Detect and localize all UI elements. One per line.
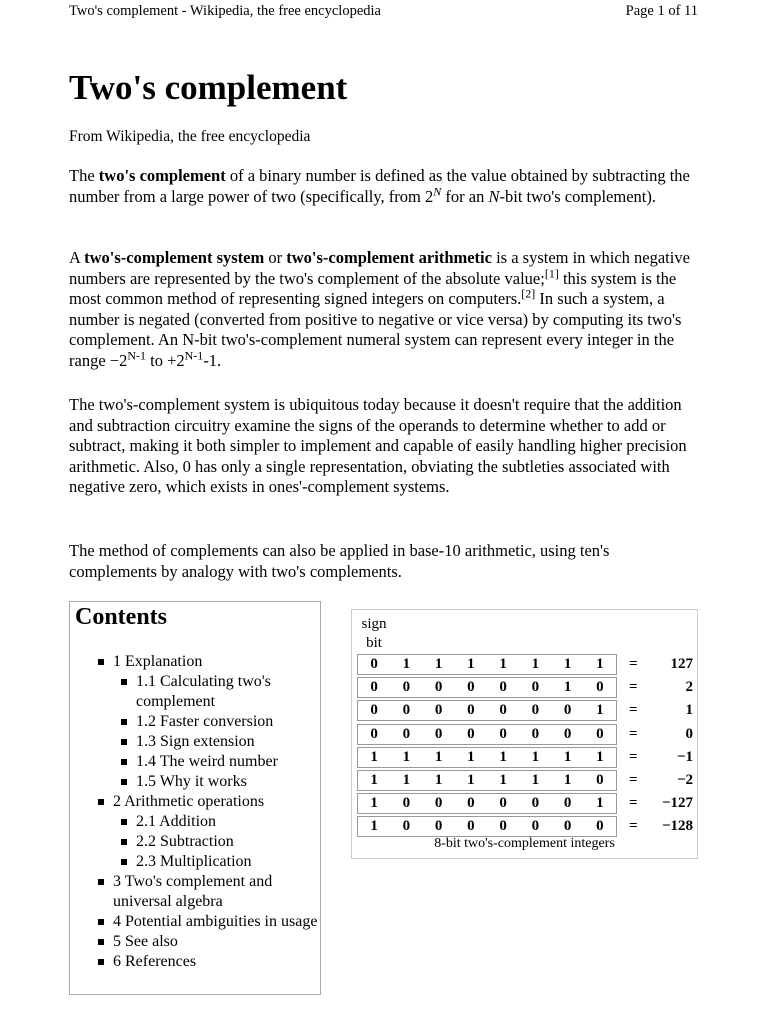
bit-cell: 0 <box>434 795 443 812</box>
bit-cell: 0 <box>563 795 572 812</box>
contents-link-label: 6 References <box>113 953 197 970</box>
contents-link[interactable] <box>98 752 318 772</box>
bit-cell: 1 <box>402 771 411 788</box>
bit-cell: 0 <box>531 702 540 719</box>
contents-link[interactable] <box>98 652 318 672</box>
from-line: From Wikipedia, the free encyclopedia <box>69 128 311 145</box>
bit-cells <box>357 793 617 814</box>
bit-cell: 1 <box>402 748 411 765</box>
equals-sign: = <box>629 702 638 719</box>
bullet-icon <box>98 939 104 945</box>
bit-cells <box>357 677 617 698</box>
bit-cell: 0 <box>402 818 411 835</box>
equals-sign: = <box>629 679 638 696</box>
bit-cell: 0 <box>467 818 475 835</box>
equals-sign: = <box>629 656 638 672</box>
contents-link-label: 1 Explanation <box>113 653 203 670</box>
bit-cell: 0 <box>499 702 507 719</box>
bit-cell: 1 <box>596 656 604 672</box>
decimal-value: −2 <box>676 771 693 788</box>
bit-cell: 1 <box>563 748 572 765</box>
contents-link-label: 1.3 Sign extension <box>136 733 255 750</box>
bit-cell: 1 <box>596 748 604 765</box>
bit-cell: 0 <box>531 725 540 742</box>
bit-cells <box>357 654 617 675</box>
bullet-icon <box>121 859 127 865</box>
bullet-icon <box>98 959 104 965</box>
contents-link[interactable] <box>98 832 318 852</box>
contents-link[interactable] <box>98 732 318 752</box>
equals-sign: = <box>629 818 638 835</box>
decimal-value: 2 <box>685 679 693 696</box>
contents-heading: Contents <box>75 604 168 630</box>
bit-cell: 0 <box>499 795 507 812</box>
bullet-icon <box>121 779 127 785</box>
bit-cell: 0 <box>563 702 572 719</box>
bullet-icon <box>121 679 127 685</box>
bit-cell: 0 <box>531 818 540 835</box>
contents-link-label: 2.2 Subtraction <box>136 833 234 850</box>
bit-cell: 1 <box>402 656 411 672</box>
contents-link[interactable] <box>98 952 318 972</box>
bit-cell: 1 <box>467 748 475 765</box>
bit-cell: 1 <box>370 795 378 812</box>
contents-link-label: 3 Two's complement and universal algebra <box>113 873 273 910</box>
bit-cell: 0 <box>596 771 604 788</box>
table-of-contents <box>69 601 321 995</box>
bit-cell: 1 <box>434 771 443 788</box>
decimal-value: −128 <box>661 818 693 835</box>
bit-cell: 0 <box>499 679 507 696</box>
decimal-value: 127 <box>670 656 693 672</box>
bit-cell: 1 <box>531 771 540 788</box>
bit-cell: 0 <box>467 795 475 812</box>
complements-paragraph: The method of complements can also be applied in base-10 arithmetic, using ten's complements by analogy with two's complements. <box>69 541 610 581</box>
bit-cell: 1 <box>467 656 475 672</box>
bit-cell: 0 <box>499 725 507 742</box>
bit-cell: 1 <box>499 748 507 765</box>
page-title: Two's complement <box>69 68 348 107</box>
bullet-icon <box>121 839 127 845</box>
bit-cell: 0 <box>596 818 604 835</box>
contents-link[interactable] <box>98 712 318 732</box>
bit-cell: 0 <box>402 679 411 696</box>
contents-link[interactable] <box>98 912 318 932</box>
contents-link-label: 1.1 Calculating two's complement <box>136 673 271 710</box>
equals-sign: = <box>629 795 638 812</box>
bit-cells <box>357 700 617 721</box>
bullet-icon <box>121 759 127 765</box>
contents-link-label: 1.2 Faster conversion <box>136 713 274 730</box>
bullet-icon <box>121 719 127 725</box>
bit-cell: 1 <box>467 771 475 788</box>
bit-cell: 0 <box>370 656 378 672</box>
bit-cell: 1 <box>596 702 604 719</box>
contents-link-label: 4 Potential ambiguities in usage <box>113 913 318 930</box>
contents-link[interactable] <box>98 672 318 712</box>
bit-table-figure <box>351 609 698 859</box>
bullet-icon <box>98 879 104 885</box>
contents-link-label: 2.3 Multiplication <box>136 853 252 870</box>
header-title: Two's complement - Wikipedia, the free encyclopedia <box>69 2 381 19</box>
contents-link[interactable] <box>98 792 318 812</box>
bit-cell: 1 <box>563 656 572 672</box>
intro-paragraph: The two's complement of a binary number is defined as the value obtained by subtracting the number from a large power of two (specifically, from $2^N$ for an N-bit two's complement). <box>69 166 690 206</box>
bit-cell: 1 <box>563 771 572 788</box>
print-header <box>69 0 698 22</box>
reference-link-2[interactable]: [2] <box>521 286 536 301</box>
bit-cell: 0 <box>434 702 443 719</box>
bit-cell: 0 <box>434 725 443 742</box>
bullet-icon <box>98 919 104 925</box>
bit-cell: 0 <box>402 702 411 719</box>
system-paragraph: A two's-complement system or two's-complement arithmetic is a system in which negative numbers are represented by the two's complement of the absolute value;[1] this system is the most common method of representing signed integers on computers.[2] In such a system, a number is negated (converted from positive to negative or vice versa) by computing its two's complement. An N-bit two's-complement numeral system can represent every integer in the range $-2^{N-1}$ to $+2^{N-1}-1$. <box>69 248 690 370</box>
contents-link[interactable] <box>98 872 318 912</box>
bit-cell: 1 <box>499 656 507 672</box>
contents-link-label: 1.5 Why it works <box>136 773 247 790</box>
contents-link-label: 1.4 The weird number <box>136 753 278 770</box>
bit-cell: 0 <box>467 679 475 696</box>
bit-cell: 1 <box>370 818 378 835</box>
bit-cell: 1 <box>434 656 443 672</box>
bit-cell: 0 <box>596 679 604 696</box>
bit-cell: 0 <box>499 818 507 835</box>
contents-link[interactable] <box>98 852 318 872</box>
bit-cell: 1 <box>531 748 540 765</box>
bit-cell: 0 <box>467 702 475 719</box>
bit-cell: 1 <box>434 748 443 765</box>
bit-cell: 1 <box>563 679 572 696</box>
contents-link[interactable] <box>98 772 318 792</box>
ubiquitous-paragraph: The two's-complement system is ubiquitous today because it doesn't require that the addition and subtraction circuitry examine the signs of the operands to determine whether to add or subtract, making it both simpler to implement and capable of easily handling higher precision arithmetic. Also, 0 has only a single representation, obviating the subtleties associated with negative zero, which exists in ones'-complement systems. <box>69 395 687 496</box>
bit-cell: 1 <box>370 771 378 788</box>
decimal-value: 0 <box>685 725 693 742</box>
decimal-value: 1 <box>685 702 693 719</box>
bit-cell: 0 <box>467 725 475 742</box>
bit-cell: 0 <box>563 725 572 742</box>
bit-cells <box>357 816 617 837</box>
reference-link-1[interactable]: [1] <box>544 266 559 280</box>
bit-cell: 0 <box>370 679 378 696</box>
bit-cell: 0 <box>596 725 604 742</box>
bit-cell: 0 <box>434 679 443 696</box>
bullet-icon <box>98 659 104 665</box>
bit-cell: 0 <box>434 818 443 835</box>
bit-cell: 0 <box>402 725 411 742</box>
bit-cell: 0 <box>370 725 378 742</box>
contents-link[interactable] <box>98 812 318 832</box>
contents-link[interactable] <box>98 932 318 952</box>
contents-link-label: 5 See also <box>113 933 178 950</box>
bit-cells <box>357 747 617 768</box>
sign-bit-label: sign bit <box>361 616 387 651</box>
page-number: Page 1 of 11 <box>625 2 698 19</box>
equals-sign: = <box>629 748 638 765</box>
bullet-icon <box>121 739 127 745</box>
decimal-value: −127 <box>661 795 693 812</box>
bit-cell: 1 <box>596 795 604 812</box>
bit-cells <box>357 770 617 791</box>
contents-link-label: 2 Arithmetic operations <box>113 793 265 810</box>
figure-caption: 8-bit two's-complement integers <box>434 836 615 851</box>
bit-cell: 0 <box>531 795 540 812</box>
contents-link-label: 2.1 Addition <box>136 813 217 830</box>
decimal-value: −1 <box>676 748 693 765</box>
equals-sign: = <box>629 725 638 742</box>
bullet-icon <box>98 799 104 805</box>
bit-cells <box>357 724 617 745</box>
bit-cell: 0 <box>402 795 411 812</box>
bit-cell: 0 <box>370 702 378 719</box>
bit-cell: 1 <box>499 771 507 788</box>
bullet-icon <box>121 819 127 825</box>
bit-cell: 1 <box>531 656 540 672</box>
bit-cell: 0 <box>563 818 572 835</box>
bit-cell: 0 <box>531 679 540 696</box>
equals-sign: = <box>629 771 638 788</box>
bit-cell: 1 <box>370 748 378 765</box>
contents-list <box>98 652 318 972</box>
